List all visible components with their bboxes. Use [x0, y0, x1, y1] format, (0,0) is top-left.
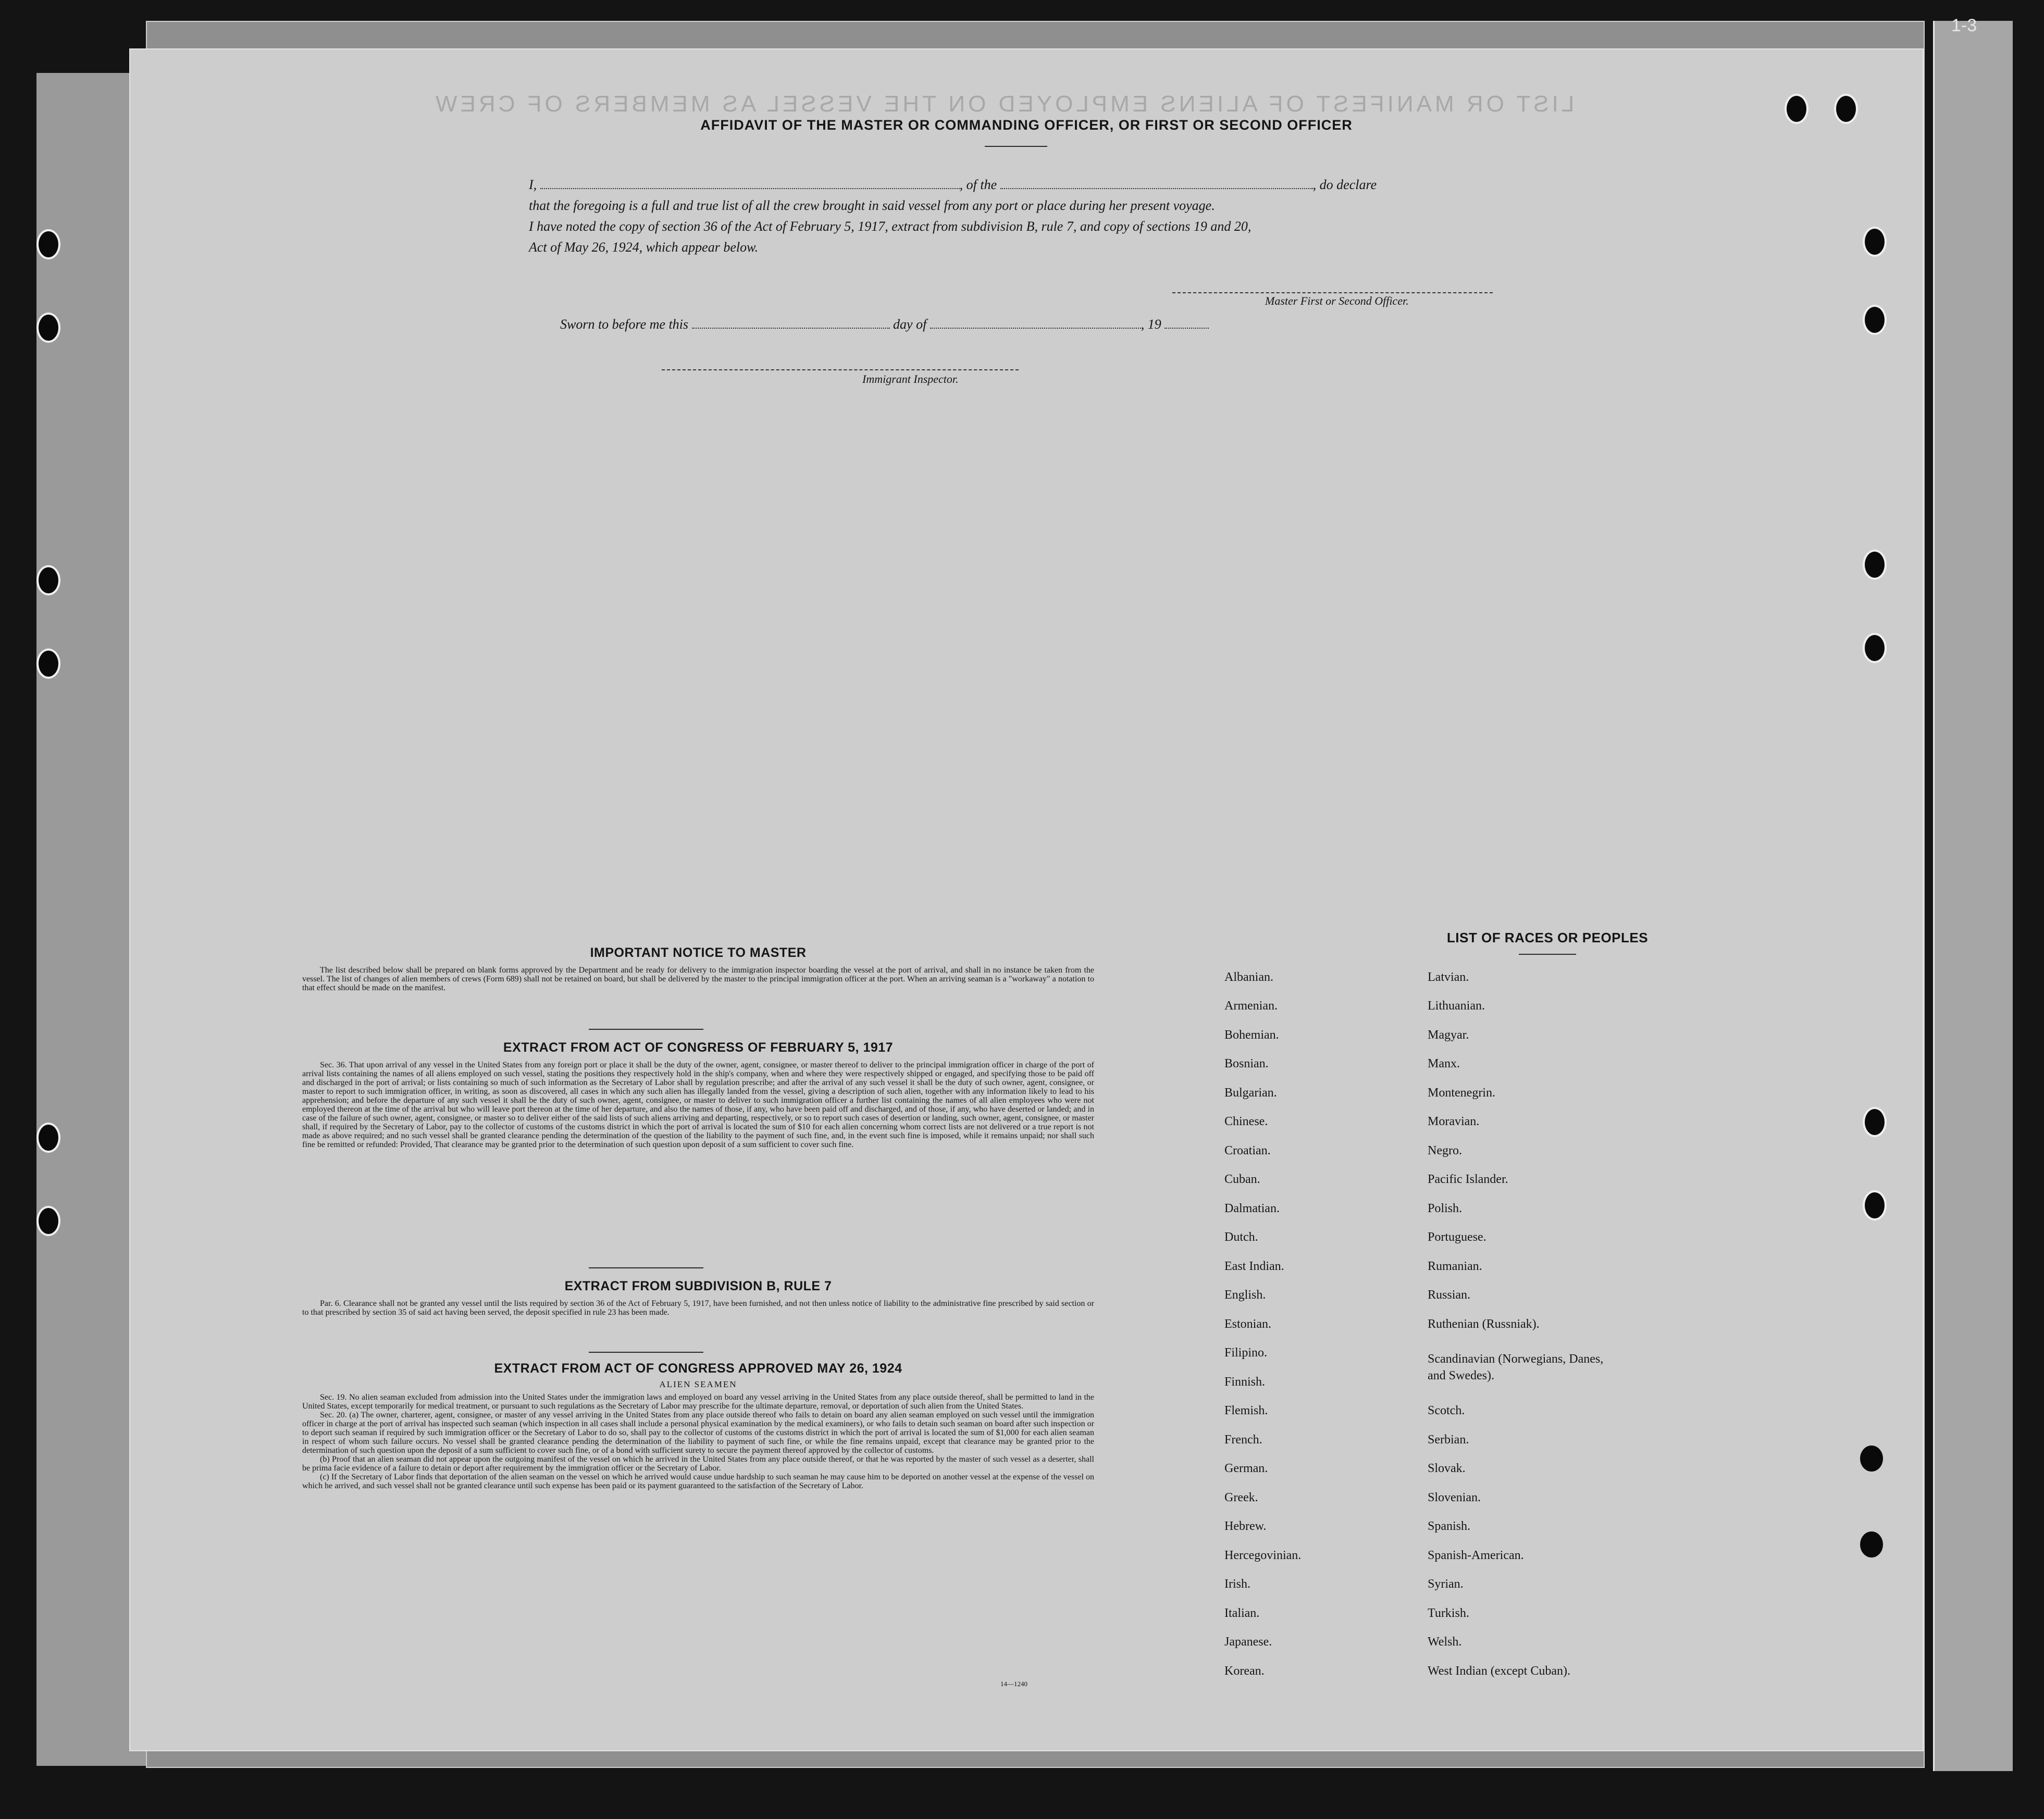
manifest-page	[130, 49, 1923, 1750]
sworn-year-field[interactable]	[1165, 316, 1209, 329]
race-item: French.	[1224, 1433, 1262, 1447]
punch-hole-icon	[1860, 1446, 1883, 1472]
race-item: Dutch.	[1224, 1230, 1258, 1244]
punch-hole-icon	[36, 313, 60, 343]
race-item: Lithuanian.	[1428, 999, 1485, 1013]
race-item: Russian.	[1428, 1288, 1471, 1302]
punch-hole-icon	[36, 1206, 60, 1236]
sworn-day-field[interactable]	[692, 316, 890, 329]
section-rule	[589, 1267, 703, 1268]
race-item: Hebrew.	[1224, 1519, 1267, 1533]
affidavit-line-3: I have noted the copy of section 36 of the Act of February 5, 1917, extract from subdivision B, rule 7, and copy of sections 19 and 20,	[529, 219, 1252, 234]
corner-note: 1-3	[1951, 16, 1977, 35]
race-item: Italian.	[1224, 1606, 1260, 1620]
punch-hole-icon	[1863, 227, 1887, 257]
sworn-day-of: day of	[893, 317, 927, 332]
race-item: Slovak.	[1428, 1462, 1466, 1475]
race-item: Albanian.	[1224, 970, 1273, 984]
punch-hole-icon	[36, 229, 60, 259]
master-signature-field[interactable]	[1172, 292, 1493, 293]
race-item: Filipino.	[1224, 1346, 1268, 1360]
sec20c-text: (c) If the Secretary of Labor finds that deportation of the alien seaman on the vessel on which he arrived would cause undue hardship to such seaman he may cause him to be deported on another vessel at the expense of the vessel on which he arrived, and such vessel shall not be granted clearance until such expense has been paid or its payment guaranteed to the satisfaction of the Secretary of Labor.	[302, 1473, 1094, 1490]
race-item: Slovenian.	[1428, 1491, 1481, 1504]
affidavit-title: AFFIDAVIT OF THE MASTER OR COMMANDING OFFICER, OR FIRST OR SECOND OFFICER	[700, 117, 1353, 133]
underlying-sheet-right	[1933, 21, 2013, 1771]
extract-1917-title: EXTRACT FROM ACT OF CONGRESS OF FEBRUARY 5, 1917	[503, 1040, 894, 1055]
affidavit-line-2: that the foregoing is a full and true list of all the crew brought in said vessel from any port or place during her present voyage.	[529, 198, 1215, 213]
affidavit-statement	[529, 175, 1519, 258]
race-item: Chinese.	[1224, 1115, 1268, 1128]
punch-hole-icon	[36, 649, 60, 679]
race-item: Hercegovinian.	[1224, 1549, 1302, 1562]
punch-hole-icon	[1863, 1190, 1887, 1220]
race-item: Manx.	[1428, 1057, 1460, 1070]
inspector-signature-field[interactable]	[662, 369, 1019, 370]
name-blank-field[interactable]	[540, 177, 960, 189]
punch-hole-icon	[1863, 305, 1887, 335]
extract-1917-text: Sec. 36. That upon arrival of any vessel in the United States from any foreign port or place it shall be the duty of the owner, agent, consignee, or master thereof to deliver to the principal immigration officer in charge of the port of arrival lists containing the names of all aliens employed on such vessel, stating the positions they respectively hold in the ship's company, when and where they were respectively shipped or engaged, and specifying those to be paid off and discharged in the port of arrival; or lists containing so much of such information as the Secretary of Labor shall by regulation prescribe; and after the arrival of any such vessel it shall be the duty of such owner, agent, consignee, or master to report to such immigration officer, in writing, as soon as discovered, all cases in which any such alien has illegally landed from the vessel, giving a description of such alien, together with any information likely to lead to his apprehension; and before the departure of any such vessel it shall be the duty of such owner, agent, consignee, or master to deliver to such immigration officer a further list containing the names of all alien employees who were not employed thereon at the time of the arrival but who will leave port thereon at the time of her departure, and also the names of those, if any, who have been paid off and discharged, and of those, if any, who have deserted or landed; and in case of the failure of such owner, agent, consignee, or master so to deliver either of the said lists of such aliens arriving and departing, respectively, or so to report such cases of desertion or landing, such owner, agent, consignee, or master shall, if required by the Secretary of Labor, pay to the collector of customs of the customs district in which the port of arrival is located the sum of $10 for each alien concerning whom correct lists are not delivered or a true report is not made as above required; and no such vessel shall be granted clearance pending the determination of the question of the liability to the payment of such fine, and, in the event such fine is imposed, while it remains unpaid; nor shall such fine be remitted or refunded: Provided, That clearance may be granted prior to the determination of such question upon deposit of a sum sufficient to cover such fine.	[302, 1061, 1094, 1149]
title-rule	[985, 146, 1047, 147]
punch-hole-icon	[1863, 1107, 1887, 1137]
sworn-year-prefix: , 19	[1141, 317, 1161, 332]
extract-1924-section	[302, 1361, 1094, 1490]
punch-hole-icon	[1863, 550, 1887, 580]
show-through-heading: LIST OR MANIFEST OF ALIENS EMPLOYED ON THE VESSEL AS MEMBERS OF CREW	[432, 91, 1575, 117]
race-item: Magyar.	[1428, 1028, 1469, 1042]
vessel-blank-field[interactable]	[1000, 177, 1313, 189]
notice-title: IMPORTANT NOTICE TO MASTER	[590, 945, 807, 960]
race-item: Bohemian.	[1224, 1028, 1279, 1042]
extract-rule7-section	[302, 1279, 1094, 1317]
affidavit-of-the: , of the	[959, 177, 997, 192]
sec20b-text: (b) Proof that an alien seaman did not appear upon the outgoing manifest of the vessel on which he arrived in the United States from any place outside thereof, or that he was reported by the master of such vessel as a deserter, shall be prima facie evidence of a failure to detain or deport after requirement by the immigration officer or the Secretary of Labor.	[302, 1455, 1094, 1473]
sworn-prefix: Sworn to before me this	[560, 317, 689, 332]
affidavit-line-4: Act of May 26, 1924, which appear below.	[529, 240, 759, 255]
race-item: Serbian.	[1428, 1433, 1469, 1447]
extract-rule7-text: Par. 6. Clearance shall not be granted any vessel until the lists required by section 36 of the Act of February 5, 1917, have been furnished, and not then unless notice of liability to the administrative fine prescribed by said section or to that prescribed by section 35 of said act having been served, the deposit specified in rule 23 has been made.	[302, 1299, 1094, 1317]
section-rule	[589, 1029, 703, 1030]
races-title-rule	[1519, 954, 1576, 955]
race-item: Croatian.	[1224, 1144, 1271, 1157]
race-item: Ruthenian (Russniak).	[1428, 1317, 1540, 1331]
race-item: Flemish.	[1224, 1404, 1268, 1417]
race-item: Scandinavian (Norwegians, Danes, and Swedes).	[1428, 1352, 1604, 1382]
sec19-text: Sec. 19. No alien seaman excluded from admission into the United States under the immigration laws and employed on board any vessel arriving in the United States from any place outside thereof, shall be permitted to land in the United States, except temporarily for medical treatment, or pursuant to such regulations as the Secretary of Labor may prescribe for the ultimate departure, removal, or deportation of such alien from the United States.	[302, 1393, 1094, 1411]
races-title: LIST OF RACES OR PEOPLES	[1446, 930, 1649, 945]
alien-seamen-subtitle: ALIEN SEAMEN	[659, 1379, 737, 1389]
notice-text: The list described below shall be prepared on blank forms approved by the Department and be ready for delivery to the immigration inspector boarding the vessel at the port of arrival, and shall in no instance be taken from the vessel. The list of changes of alien members of crews (Form 689) shall not be retained on board, but shall be delivered by the master to the principal immigration officer at the port. When an arriving seaman is a "workaway" a notation to that effect should be made on the manifest.	[302, 966, 1094, 992]
affidavit-i: I,	[529, 177, 537, 192]
race-item: Latvian.	[1428, 970, 1469, 984]
race-item: Japanese.	[1224, 1635, 1272, 1649]
race-item: Pacific Islander.	[1428, 1173, 1508, 1186]
notice-section	[302, 945, 1094, 992]
race-item: English.	[1224, 1288, 1266, 1302]
race-item: Korean.	[1224, 1664, 1265, 1678]
race-item: West Indian (except Cuban).	[1428, 1664, 1570, 1678]
race-item: Finnish.	[1224, 1375, 1266, 1389]
race-item: Syrian.	[1428, 1577, 1464, 1591]
race-item: Moravian.	[1428, 1115, 1480, 1128]
sworn-statement	[560, 316, 1209, 332]
race-item: Estonian.	[1224, 1317, 1271, 1331]
race-item: Cuban.	[1224, 1173, 1260, 1186]
race-item: German.	[1224, 1462, 1268, 1475]
race-item: Welsh.	[1428, 1635, 1462, 1649]
punch-hole-icon	[36, 1123, 60, 1153]
race-item: Dalmatian.	[1224, 1202, 1280, 1215]
punch-hole-icon	[1860, 1531, 1883, 1558]
section-rule	[589, 1352, 703, 1353]
race-item: Polish.	[1428, 1202, 1463, 1215]
race-item: Bosnian.	[1224, 1057, 1269, 1070]
extract-1924-title: EXTRACT FROM ACT OF CONGRESS APPROVED MAY 26, 1924	[494, 1361, 902, 1376]
sworn-month-field[interactable]	[930, 316, 1141, 329]
race-item: Rumanian.	[1428, 1260, 1482, 1273]
extract-rule7-title: EXTRACT FROM SUBDIVISION B, RULE 7	[564, 1279, 832, 1293]
race-item: Portuguese.	[1428, 1230, 1486, 1244]
sec20a-text: Sec. 20. (a) The owner, charterer, agent, consignee, or master of any vessel arriving in the United States from any place outside thereof who fails to detain on board any alien seaman employed on such vessel until the immigration officer in charge at the port of arrival has inspected such seaman (which inspection in all cases shall include a personal physical examination by the medical examiners), or who fails to detain such seaman on board after such inspection or to deport such seaman if required by such immigration officer or the Secretary of Labor to do so, shall pay to the collector of customs of the customs district in which the port of arrival is located the sum of $1,000 for each alien seaman in respect of whom such failure occurs. No vessel shall be granted clearance pending the determination of the liability to payment of such fine, or while the fine remains unpaid, except that clearance may be granted prior to the determination of such question upon the deposit of a sum sufficient to cover such fine, or of a bond with sufficient surety to secure the payment thereof approved by the collector of customs.	[302, 1411, 1094, 1455]
race-item: Spanish.	[1428, 1519, 1471, 1533]
race-item: Greek.	[1224, 1491, 1258, 1504]
race-item: Irish.	[1224, 1577, 1250, 1591]
race-item: Negro.	[1428, 1144, 1462, 1157]
race-item: East Indian.	[1224, 1260, 1284, 1273]
affidavit-declare: , do declare	[1312, 177, 1377, 192]
form-number: 14—1240	[1000, 1680, 1027, 1688]
race-item: Turkish.	[1428, 1606, 1469, 1620]
race-item: Montenegrin.	[1428, 1086, 1495, 1100]
race-item: Armenian.	[1224, 999, 1278, 1013]
extract-1917-section	[302, 1040, 1094, 1149]
race-item: Bulgarian.	[1224, 1086, 1277, 1100]
punch-hole-icon	[1863, 633, 1887, 663]
race-item: Spanish-American.	[1428, 1549, 1524, 1562]
race-item: Scotch.	[1428, 1404, 1465, 1417]
punch-hole-icon	[36, 565, 60, 595]
master-signature-label: Master First or Second Officer.	[1265, 294, 1409, 307]
inspector-signature-label: Immigrant Inspector.	[862, 372, 959, 385]
